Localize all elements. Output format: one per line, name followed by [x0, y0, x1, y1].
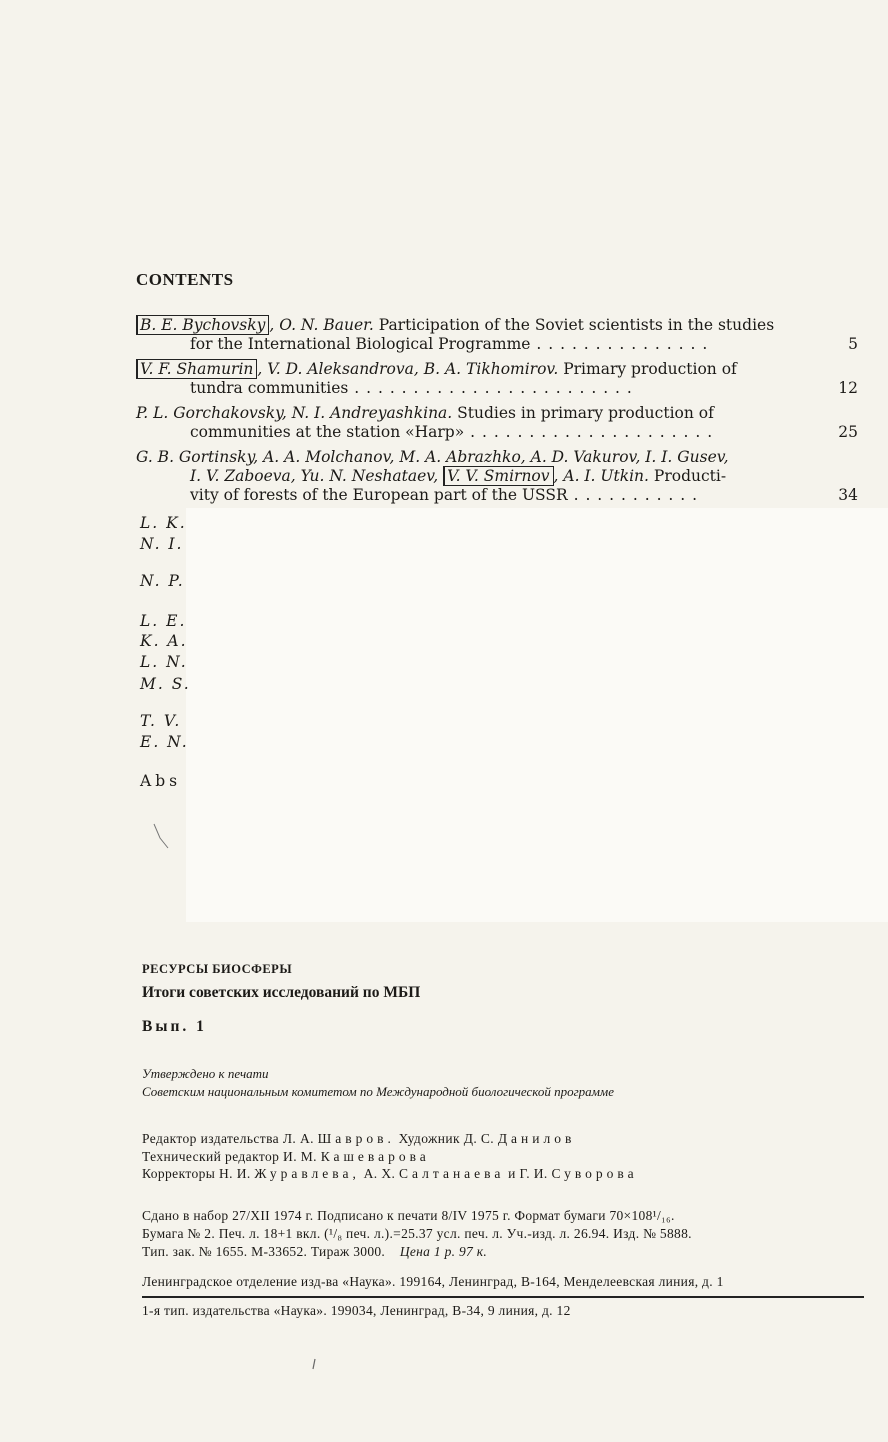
page-number: 34: [838, 486, 858, 504]
order-details: Тип. зак. № 1655. М-33652. Тираж 3000.: [142, 1244, 386, 1259]
toc-entry: [136, 316, 858, 354]
contents-heading: CONTENTS: [136, 270, 234, 289]
approval-statement: [142, 1065, 872, 1101]
entry-title-cont: tundra communities: [190, 379, 349, 397]
editor-line: [142, 1130, 872, 1148]
tech-editor-name: Кашеварова: [320, 1148, 430, 1164]
ink-mark-icon: [310, 1358, 318, 1370]
boxed-author: V. F. Shamurin: [136, 359, 257, 379]
truncated-author-stub: L. E.: [140, 612, 187, 630]
proofreader-name: Суворова: [551, 1166, 638, 1181]
boxed-author: V. V. Smirnov: [443, 466, 553, 486]
issue-number: Вып. 1: [142, 1018, 207, 1035]
toc-entry: [136, 448, 858, 505]
proofreader-name: Журавлева,: [254, 1166, 360, 1181]
entry-title: Producti-: [648, 467, 727, 485]
entry-title-cont: for the International Biological Programme: [190, 335, 531, 353]
entry-authors-cont: I. V. Zaboeva, Yu. N. Neshataev,: [190, 467, 444, 485]
truncated-author-stub: L. N.: [140, 653, 188, 671]
entry-title: Primary production of: [558, 360, 737, 378]
publisher-address: Ленинградское отделение изд-ва «Наука». 199164, Ленинград, В-164, Менделеевская линия, д. 1: [142, 1274, 724, 1289]
truncated-author-stub: E. N.: [140, 733, 189, 751]
paper-overlay: [186, 508, 888, 922]
leader-dots: . . . . . . . . . . . . . . .: [530, 335, 709, 353]
truncated-author-stub: L. K.: [140, 514, 187, 532]
leader-dots: . . . . . . . . . . .: [567, 486, 699, 504]
page-number: 12: [838, 379, 858, 397]
pencil-mark-icon: [152, 822, 172, 850]
approval-committee: Советским национальным комитетом по Международной биологической программе: [142, 1084, 614, 1099]
proofreader-initials: А. Х.: [359, 1166, 400, 1181]
entry-authors: G. B. Gortinsky, A. A. Molchanov, M. A. Abrazhko, A. D. Vakurov, I. I. Gusev,: [136, 448, 729, 466]
editorial-credits: [142, 1130, 872, 1183]
artist-name: Данилов: [497, 1131, 576, 1146]
printing-details: [142, 1207, 872, 1261]
entry-title-cont: communities at the station «Harp»: [190, 423, 465, 441]
price: Цена 1 р. 97 к.: [399, 1244, 488, 1259]
truncated-abstracts-stub: Abs: [140, 772, 182, 790]
paper-line: Бумага № 2. Печ. л. 18+1 вкл. (¹/₈ печ. л.).=25.37 усл. печ. л. Уч.-изд. л. 26.94. Изд. № 5888.: [142, 1226, 692, 1241]
toc-entry: [136, 404, 858, 442]
entry-title: Participation of the Soviet scientists in the studies: [373, 316, 775, 334]
printer-address: 1-я тип. издательства «Наука». 199034, Ленинград, В-34, 9 линия, д. 12: [142, 1303, 571, 1318]
approval-line: Утверждено к печати: [142, 1066, 269, 1081]
entry-title-cont: vity of forests of the European part of the USSR: [190, 486, 568, 504]
toc-entry: [136, 360, 858, 398]
truncated-author-stub: N. P.: [140, 572, 185, 590]
entry-authors: , O. N. Bauer.: [269, 316, 374, 334]
entry-authors: P. L. Gorchakovsky, N. I. Andreyashkina.: [136, 404, 453, 422]
artist-role: Художник Д. С.: [394, 1131, 498, 1146]
leader-dots: . . . . . . . . . . . . . . . . . . . . . . . .: [348, 379, 633, 397]
truncated-author-stub: K. A.: [140, 632, 188, 650]
truncated-author-stub: N. I.: [140, 535, 184, 553]
proofreader-initials: и Г. И.: [504, 1166, 552, 1181]
proofreaders-role: Корректоры Н. И.: [142, 1166, 255, 1181]
divider: [142, 1296, 864, 1298]
proofreaders-line: [142, 1165, 872, 1183]
series-title: РЕСУРСЫ БИОСФЕРЫ: [142, 962, 293, 976]
truncated-author-stub: T. V.: [140, 712, 182, 730]
tech-editor-line: [142, 1148, 872, 1166]
order-line: [142, 1243, 872, 1261]
page-number: 5: [848, 335, 858, 353]
typesetting-line: Сдано в набор 27/XII 1974 г. Подписано к печати 8/IV 1975 г. Формат бумаги 70×108¹/₁₆.: [142, 1208, 675, 1223]
page-number: 25: [838, 423, 858, 441]
truncated-author-stub: M. S.: [140, 675, 191, 693]
book-subtitle: Итоги советских исследований по МБП: [142, 984, 421, 1001]
entry-title: Studies in primary production of: [452, 404, 714, 422]
leader-dots: . . . . . . . . . . . . . . . . . . . . .: [464, 423, 714, 441]
entry-authors: , V. D. Aleksandrova, B. A. Tikhomirov.: [257, 360, 559, 378]
editor-name: Шавров.: [317, 1131, 395, 1146]
entry-authors-end: , A. I. Utkin.: [553, 467, 649, 485]
proofreader-name: Салтанаева: [399, 1166, 505, 1181]
boxed-author: B. E. Bychovsky: [136, 315, 269, 335]
tech-editor-role: Технический редактор И. М.: [142, 1148, 321, 1164]
editor-role: Редактор издательства Л. А.: [142, 1131, 318, 1146]
table-of-contents: [136, 316, 858, 511]
